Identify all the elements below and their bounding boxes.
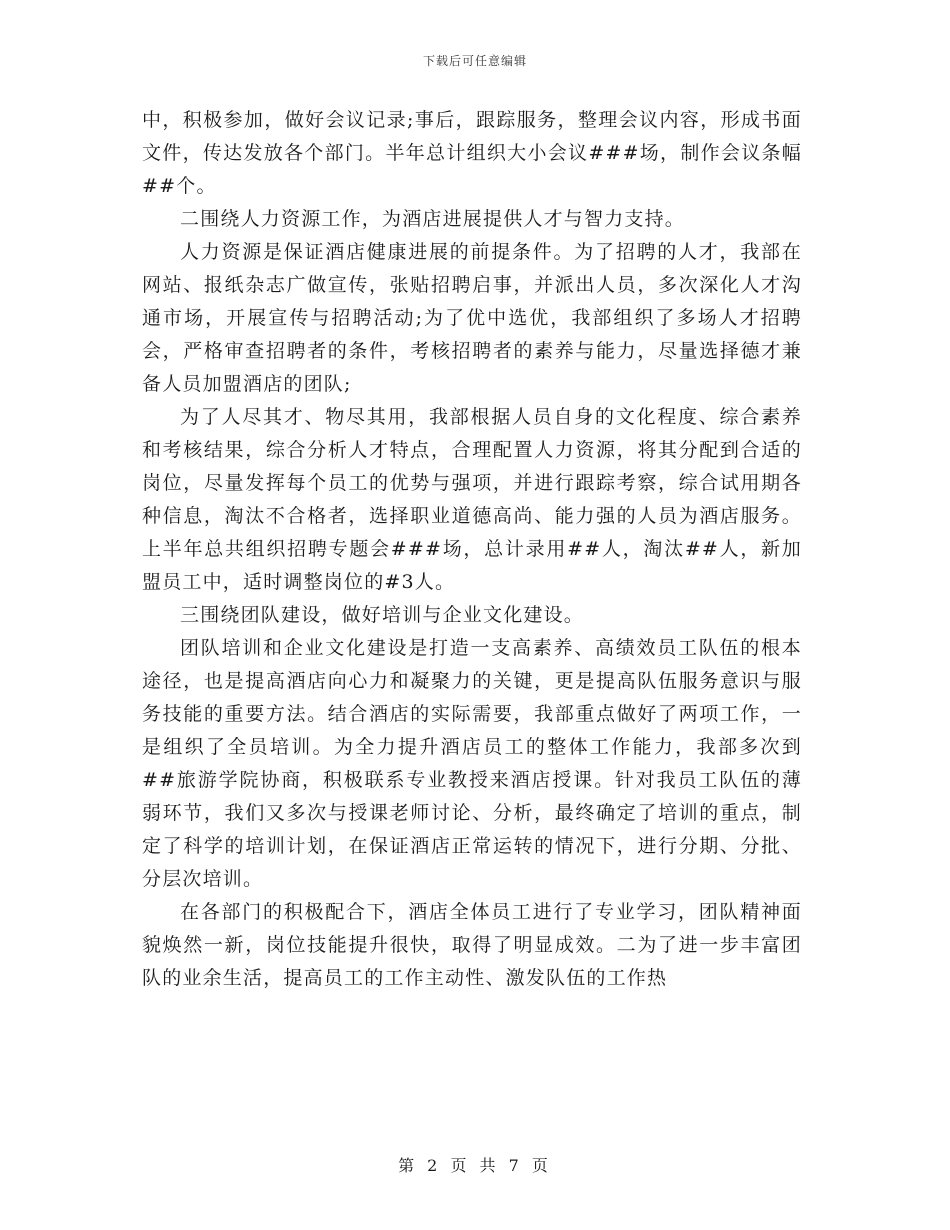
- paragraph-7: 在各部门的积极配合下，酒店全体员工进行了专业学习，团队精神面貌焕然一新，岗位技能提升很快，取得了明显成效。二为了进一步丰富团队的业余生活，提高员工的工作主动性、激发队伍的工作热: [142, 901, 802, 989]
- paragraph-4: 为了人尽其才、物尽其用，我部根据人员自身的文化程度、综合素养和考核结果，综合分析人才特点，合理配置人力资源，将其分配到合适的岗位，尽量发挥每个员工的优势与强项，并进行跟踪考察，综合试用期各种信息，淘汰不合格者，选择职业道德高尚、能力强的人员为酒店服务。上半年总共组织招聘专题会###场，总计录用##人，淘汰##人，新加盟员工中，适时调整岗位的#3人。: [142, 406, 802, 593]
- paragraph-6: 团队培训和企业文化建设是打造一支高素养、高绩效员工队伍的根本途径，也是提高酒店向心力和凝聚力的关键，更是提高队伍服务意识与服务技能的重要方法。结合酒店的实际需要，我部重点做好了两项工作，一是组织了全员培训。为全力提升酒店员工的整体工作能力，我部多次到##旅游学院协商，积极联系专业教授来酒店授课。针对我员工队伍的薄弱环节，我们又多次与授课老师讨论、分析，最终确定了培训的重点，制定了科学的培训计划，在保证酒店正常运转的情况下，进行分期、分批、分层次培训。: [142, 637, 802, 890]
- body-text: [142, 104, 802, 995]
- paragraph-1: 中，积极参加，做好会议记录;事后，跟踪服务，整理会议内容，形成书面文件，传达发放各个部门。半年总计组织大小会议###场，制作会议条幅##个。: [142, 109, 802, 197]
- paragraph-3: 人力资源是保证酒店健康进展的前提条件。为了招聘的人才，我部在网站、报纸杂志广做宣传，张贴招聘启事，并派出人员，多次深化人才沟通市场，开展宣传与招聘活动;为了优中选优，我部组织了多场人才招聘会，严格审查招聘者的条件，考核招聘者的素养与能力，尽量选择德才兼备人员加盟酒店的团队;: [142, 241, 802, 395]
- page-footer: 第 2 页 共 7 页: [398, 1156, 552, 1175]
- paragraph-5: 三围绕团队建设，做好培训与企业文化建设。: [180, 604, 585, 626]
- page-header: 下载后可任意编辑: [422, 54, 527, 68]
- paragraph-2: 二围绕人力资源工作，为酒店进展提供人才与智力支持。: [180, 208, 686, 230]
